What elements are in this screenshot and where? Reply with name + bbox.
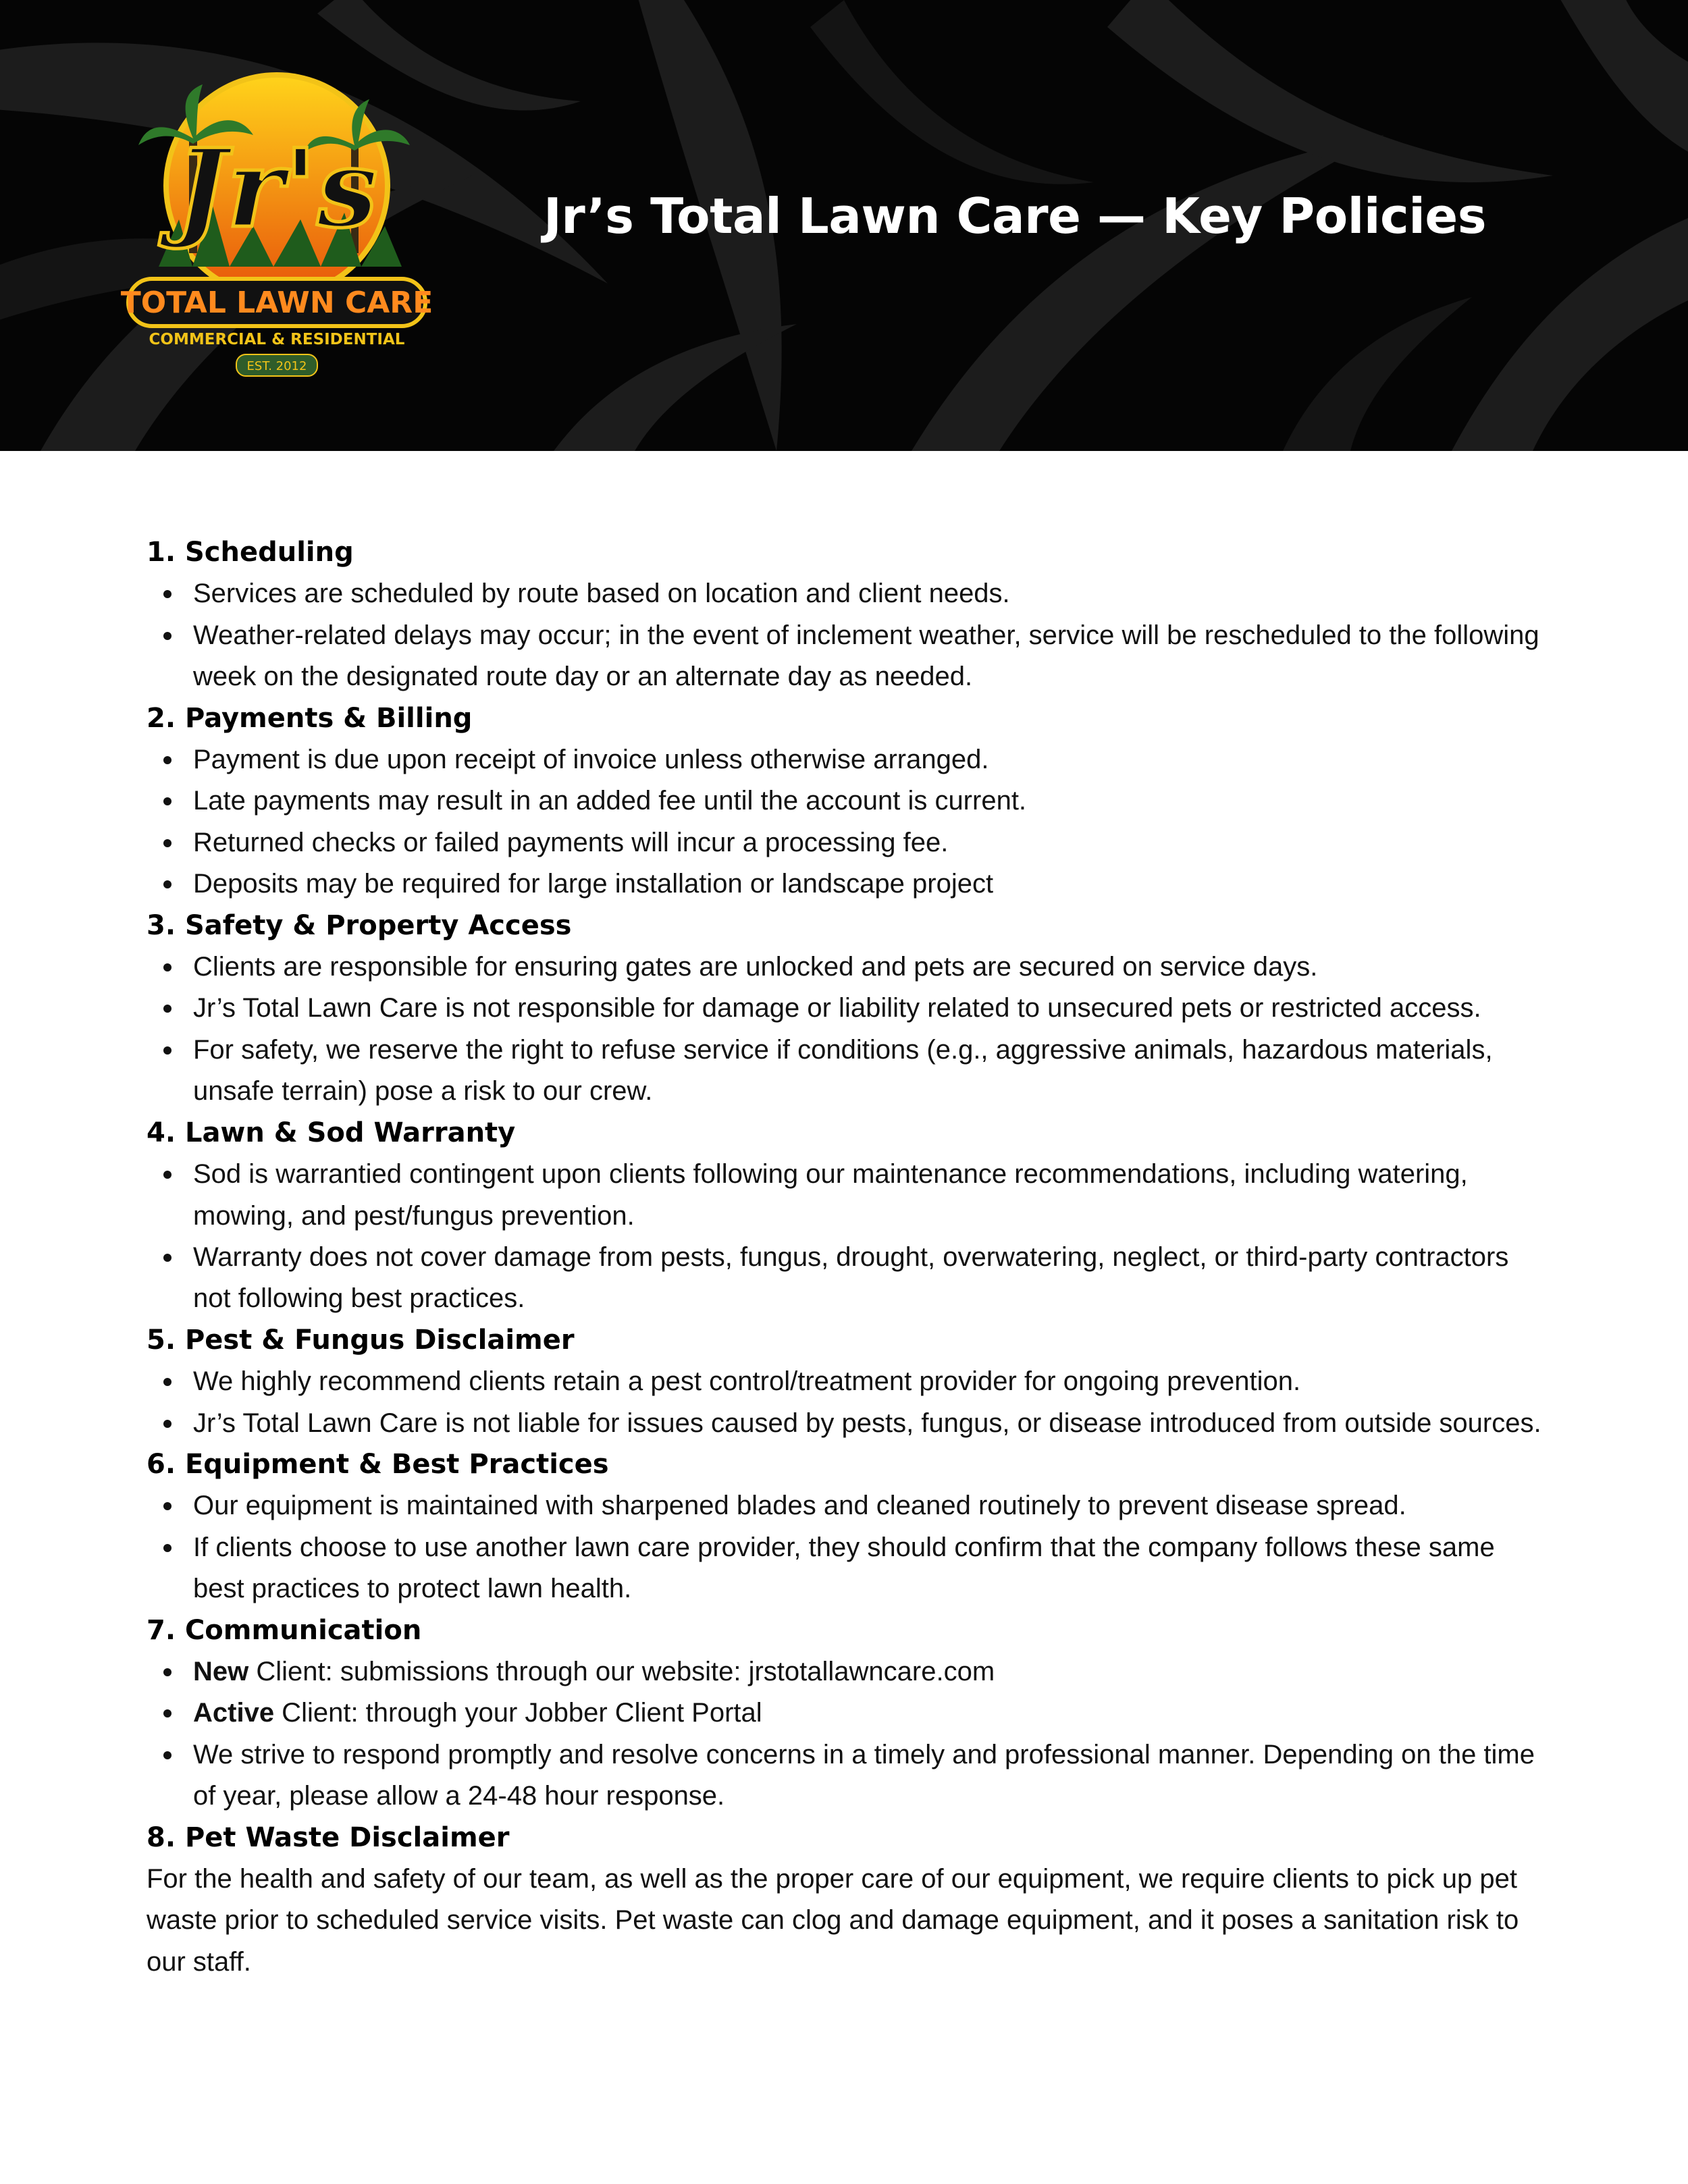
policy-item-text: Payment is due upon receipt of invoice unless otherwise arranged. (193, 745, 989, 775)
policy-section (147, 1113, 1551, 1320)
policy-item-text: Jr’s Total Lawn Care is not responsible for damage or liability related to unsecured pets or restricted access. (193, 993, 1481, 1023)
client-type-label: Active (193, 1698, 275, 1728)
policy-item (147, 947, 1551, 988)
policy-list (147, 573, 1551, 697)
header-banner (0, 0, 1688, 451)
page-title: Jr’s Total Lawn Care — Key Policies (544, 188, 1487, 244)
section-heading: 5. Pest & Fungus Disclaimer (147, 1324, 575, 1356)
svg-text:COMMERCIAL & RESIDENTIAL: COMMERCIAL & RESIDENTIAL (149, 331, 405, 348)
policy-item (147, 1403, 1551, 1444)
policy-item (147, 1527, 1551, 1610)
policy-list (147, 1651, 1551, 1817)
policy-item-text: We strive to respond promptly and resolve concerns in a timely and professional manner. Depending on the time of year, please allow a 24-48 hour response. (193, 1739, 1535, 1811)
client-type-label: New (193, 1656, 249, 1686)
policy-section (147, 1320, 1551, 1444)
policy-item (147, 739, 1551, 780)
policy-list (147, 1485, 1551, 1609)
section-heading: 1. Scheduling (147, 537, 354, 568)
company-logo (118, 64, 436, 381)
policy-item-text: Client: through your Jobber Client Portal (274, 1698, 762, 1728)
policy-section (147, 1817, 1551, 1983)
policy-item (147, 1030, 1551, 1113)
policy-list (147, 1361, 1551, 1444)
section-heading: 2. Payments & Billing (147, 702, 473, 734)
svg-text:EST. 2012: EST. 2012 (246, 359, 307, 373)
policy-item (147, 1485, 1551, 1526)
section-heading: 6. Equipment & Best Practices (147, 1448, 609, 1480)
policy-item-text: Late payments may result in an added fee until the account is current. (193, 786, 1027, 816)
section-paragraph: For the health and safety of our team, as well as the proper care of our equipment, we require clients to pick up pet waste prior to scheduled service visits. Pet waste can clog and damage equipment, and it poses a sanitation risk to our staff. (147, 1864, 1519, 1977)
policy-item (147, 1237, 1551, 1320)
policy-item (147, 1154, 1551, 1237)
policy-item (147, 1734, 1551, 1817)
policy-item (147, 1651, 1551, 1693)
policy-item (147, 615, 1551, 698)
policy-section (147, 1444, 1551, 1610)
policy-list (147, 739, 1551, 905)
policy-item-text: Services are scheduled by route based on location and client needs. (193, 579, 1010, 609)
policy-item-text: Sod is warrantied contingent upon clients following our maintenance recommendations, including watering, mowing, and pest/fungus prevention. (193, 1159, 1468, 1231)
section-heading: 4. Lawn & Sod Warranty (147, 1117, 516, 1148)
policy-item-text: We highly recommend clients retain a pest control/treatment provider for ongoing prevention. (193, 1366, 1301, 1397)
section-heading: 7. Communication (147, 1614, 422, 1646)
section-heading: 8. Pet Waste Disclaimer (147, 1821, 510, 1853)
policy-section (147, 698, 1551, 905)
policy-section (147, 532, 1551, 698)
policy-item-text: Clients are responsible for ensuring gates are unlocked and pets are secured on service days. (193, 952, 1318, 982)
policy-item (147, 780, 1551, 822)
policy-item (147, 573, 1551, 614)
policy-item-text: Returned checks or failed payments will incur a processing fee. (193, 827, 949, 857)
policy-list (147, 947, 1551, 1113)
policy-item-text: Deposits may be required for large installation or landscape project (193, 869, 994, 899)
policy-item (147, 1361, 1551, 1402)
svg-text:TOTAL LAWN CARE: TOTAL LAWN CARE (120, 286, 433, 320)
policy-item (147, 822, 1551, 863)
policy-section (147, 905, 1551, 1113)
policy-item (147, 863, 1551, 905)
policy-item-text: Warranty does not cover damage from pests, fungus, drought, overwatering, neglect, or third-party contractors not following best practices. (193, 1242, 1509, 1314)
policy-item-text: For safety, we reserve the right to refuse service if conditions (e.g., aggressive animals, hazardous materials, unsafe terrain) pose a risk to our crew. (193, 1034, 1493, 1107)
policy-content (147, 532, 1551, 1983)
policy-list (147, 1154, 1551, 1320)
section-heading: 3. Safety & Property Access (147, 909, 572, 941)
svg-text:Jr's: Jr's (176, 125, 378, 252)
policy-section (147, 1610, 1551, 1817)
policy-item (147, 1693, 1551, 1734)
policy-item (147, 988, 1551, 1029)
policy-item-text: Our equipment is maintained with sharpened blades and cleaned routinely to prevent disease spread. (193, 1491, 1406, 1521)
policy-item-text: Weather-related delays may occur; in the event of inclement weather, service will be rescheduled to the following week on the designated route day or an alternate day as needed. (193, 620, 1539, 692)
policy-item-text: If clients choose to use another lawn care provider, they should confirm that the company follows these same best practices to protect lawn health. (193, 1532, 1495, 1604)
policy-item-text: Client: submissions through our website: jrstotallawncare.com (248, 1656, 995, 1686)
policy-item-text: Jr’s Total Lawn Care is not liable for issues caused by pests, fungus, or disease introduced from outside sources. (193, 1408, 1541, 1438)
